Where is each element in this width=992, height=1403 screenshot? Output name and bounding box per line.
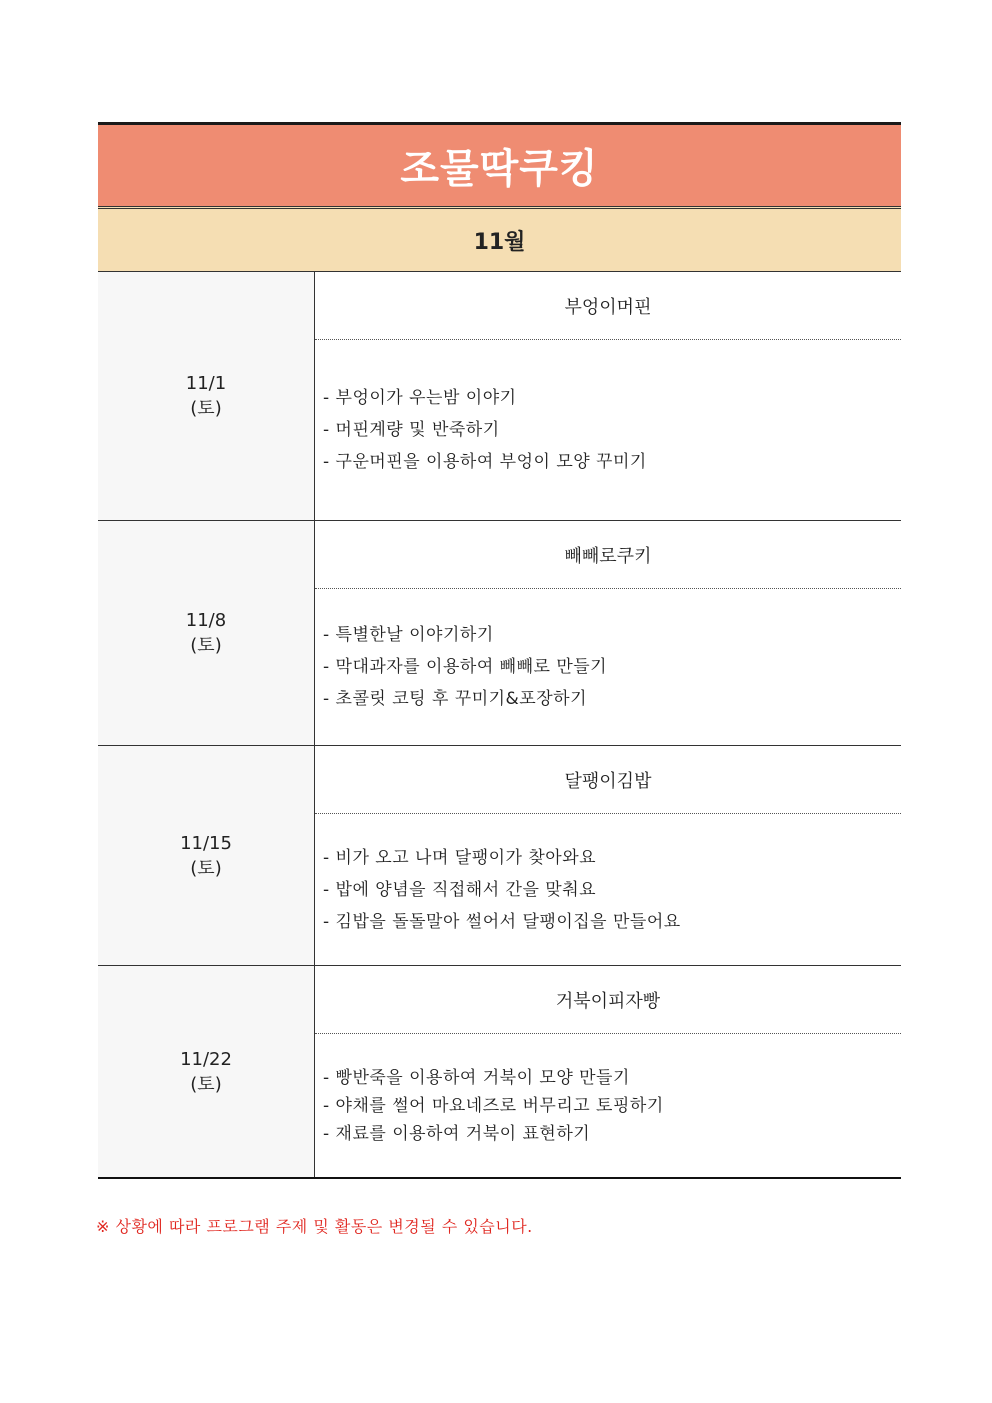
- session-day: (토): [190, 857, 222, 879]
- activity-list: [315, 1034, 901, 1177]
- activity-item: - 야채를 썰어 마요네즈로 버무리고 토핑하기: [323, 1095, 664, 1116]
- menu-name: 빼빼로쿠키: [315, 521, 901, 589]
- menu-name: 거북이피자빵: [315, 966, 901, 1034]
- session-date: 11/8: [185, 610, 227, 631]
- activity-item: - 막대과자를 이용하여 빼빼로 만들기: [323, 657, 608, 677]
- program-title: 조물딱쿠킹: [400, 146, 599, 192]
- session-date: 11/22: [180, 1048, 232, 1070]
- activity-list: [315, 814, 901, 965]
- session-day: (토): [190, 398, 222, 419]
- date-cell: [98, 746, 315, 965]
- change-notice: ※ 상황에 따라 프로그램 주제 및 활동은 변경될 수 있습니다.: [96, 1217, 533, 1236]
- activity-item: - 빵반죽을 이용하여 거북이 모양 만들기: [323, 1067, 630, 1088]
- activity-item: - 재료를 이용하여 거북이 표현하기: [323, 1123, 591, 1144]
- content-cell: [315, 272, 901, 520]
- date-cell: [98, 272, 315, 520]
- activity-item: - 부엉이가 우는밤 이야기: [323, 388, 517, 408]
- date-cell: [98, 966, 315, 1177]
- session-row: [98, 746, 901, 966]
- activity-list: [315, 589, 901, 745]
- activity-item: - 비가 오고 나며 달팽이가 찾아와요: [323, 847, 597, 868]
- title-banner: [98, 122, 901, 206]
- content-cell: [315, 746, 901, 965]
- menu-name: 달팽이김밥: [315, 746, 901, 814]
- activity-item: - 밥에 양념을 직접해서 간을 맞춰요: [323, 879, 597, 900]
- activity-item: - 특별한날 이야기하기: [323, 625, 494, 645]
- session-date: 11/15: [180, 832, 232, 854]
- content-cell: [315, 966, 901, 1177]
- date-cell: [98, 521, 315, 745]
- month-header: [98, 206, 901, 272]
- activity-item: - 구운머핀을 이용하여 부엉이 모양 꾸미기: [323, 452, 647, 472]
- session-row: [98, 966, 901, 1179]
- content-cell: [315, 521, 901, 745]
- session-row: [98, 521, 901, 746]
- activity-item: - 김밥을 돌돌말아 썰어서 달팽이집을 만들어요: [323, 911, 681, 932]
- month-label: 11월: [473, 229, 526, 255]
- activity-list: [315, 340, 901, 520]
- session-date: 11/1: [185, 373, 227, 394]
- activity-item: - 초콜릿 코팅 후 꾸미기&포장하기: [323, 689, 587, 709]
- session-row: [98, 272, 901, 521]
- session-day: (토): [190, 1073, 222, 1095]
- menu-name: 부엉이머핀: [315, 272, 901, 340]
- activity-item: - 머핀계량 및 반죽하기: [323, 420, 500, 440]
- program-table: [98, 122, 901, 1179]
- session-day: (토): [190, 635, 222, 656]
